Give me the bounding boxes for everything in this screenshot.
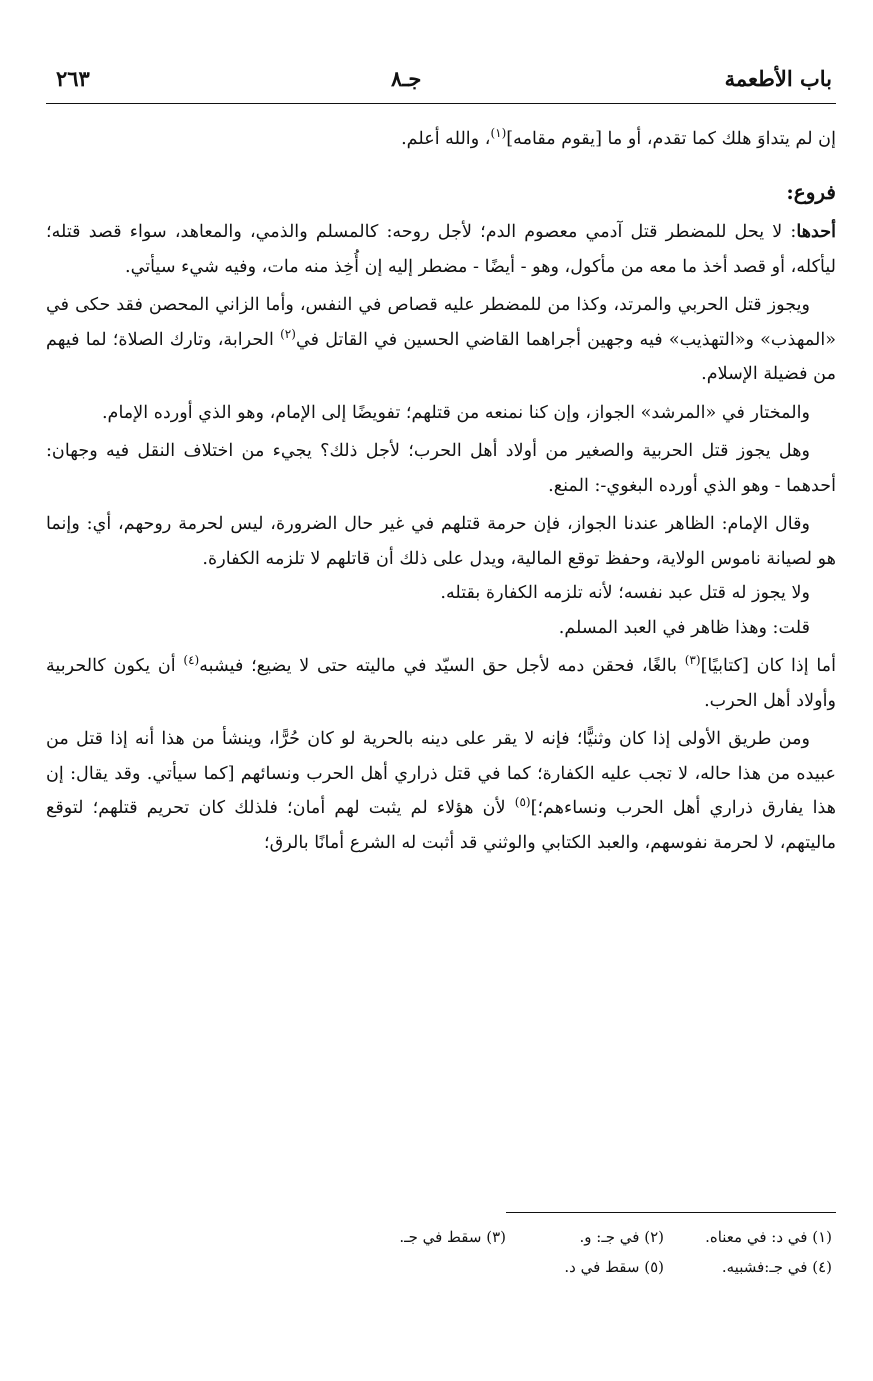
paragraph-qultu: قلت: وهذا ظاهر في العبد المسلم. — [558, 617, 810, 638]
page-number: ٢٦٣ — [56, 66, 90, 91]
footnote-4: (٤) في جـ:فشبيه. — [721, 1258, 832, 1276]
footnote-2: (٢) في جـ: و. — [579, 1228, 664, 1246]
footnote-5: (٥) سقط في د. — [564, 1258, 664, 1276]
footnote-ref-2: (٢) — [280, 326, 296, 341]
footnote-divider — [506, 1212, 836, 1213]
main-text — [46, 122, 836, 860]
footnotes — [46, 1222, 836, 1282]
footnote-3: (٣) سقط في جـ. — [399, 1228, 506, 1246]
chapter-title: باب الأطعمة — [724, 66, 832, 91]
paragraph-first-branch: أحدها: لا يحل للمضطر قتل آدمي معصوم الدم؛ لأجل روحه: كالمسلم والذمي، والمعاهد، سواء قصد قتله؛ ليأكله، أو قصد أخذ ما معه من مأكول، وهو - أيضًا - مضطر إليه إن أُخِذ منه مات، وفيه شيء سيأتي. — [46, 221, 836, 277]
paragraph-imam: وقال الإمام: الظاهر عندنا الجواز، فإن حرمة قتلهم في غير حال الضرورة، ليس لحرمة روحهم، أي: وإنما هو لصيانة ناموس الولاية، وحفظ توقع المالية، ويدل على ذلك أن قاتلهم لا تلزمه الكفارة. — [46, 514, 836, 569]
footnote-ref-5: (٥) — [514, 795, 531, 809]
footnote-ref-4: (٤) — [183, 653, 200, 667]
paragraph-wathani: ومن طريق الأولى إذا كان وثنيًّا؛ فإنه لا يقر على دينه بالحرية لو كان حُرًّا، وينشأ من هذا أنه إذا قتل من عبيده من هذا حاله، لا تجب عليه الكفارة؛ كما في قتل ذراري أهل الحرب ونسائهم [كما سيأتي. وقد يقال: إن هذا يفارق ذراري أهل الحرب ونساءهم؛]$^{(٥)}$ لأن هؤلاء لم يثبت لهم أمان؛ فلذلك كان تحريم قتلهم؛ لتوقع ماليتهم، لا لحرمة نفوسهم، والعبد الكتابي والوثني قد أثبت له الشرع أمانًا بالرق؛ — [46, 729, 836, 853]
footnote-ref-1: (١) — [490, 126, 507, 140]
branch-lead-word: أحدها — [796, 221, 836, 242]
book-page — [46, 0, 836, 1381]
footnote-row — [46, 1252, 836, 1282]
paragraph-intro: إن لم يتداوَ هلك كما تقدم، أو ما [يقوم مقامه]$^{(١)}$، والله أعلم. — [401, 126, 836, 149]
footnote-1: (١) في د: في معناه. — [705, 1228, 832, 1246]
page-header — [46, 60, 836, 102]
paragraph-kitabi: أما إذا كان [كتابيًا]$^{(٣)}$ بالغًا، فحقن دمه لأجل حق السيّد في ماليته حتى لا يضيع؛ فيشبه$^{(٤)}$ أن يكون كالحربية وأولاد أهل الحرب. — [46, 653, 836, 711]
volume-label: جـ٨ — [391, 66, 422, 91]
footnote-row — [46, 1222, 836, 1252]
paragraph-harbiyya: وهل يجوز قتل الحربية والصغير من أولاد أهل الحرب؛ لأجل ذلك؟ يجيء من اختلاف النقل فيه وجهان: أحدهما - وهو الذي أورده البغوي-: المنع. — [46, 441, 836, 496]
footnote-ref-3: (٣) — [684, 653, 701, 667]
header-divider — [46, 103, 836, 104]
paragraph-own-slave: ولا يجوز له قتل عبد نفسه؛ لأنه تلزمه الكفارة بقتله. — [440, 583, 810, 603]
paragraph-harbi: ويجوز قتل الحربي والمرتد، وكذا من للمضطر عليه قصاص في النفس، وأما الزاني المحصن فقد حكى في «المهذب» و«التهذيب» فيه وجهين أجراهما القاضي الحسين في القاتل في$^{(٢)}$ الحرابة، وتارك الصلاة؛ لما فيهم من فضيلة الإسلام. — [46, 295, 836, 384]
section-heading: فروع: — [786, 179, 836, 204]
paragraph-murshid: والمختار في «المرشد» الجواز، وإن كنا نمنعه من قتلهم؛ تفويضًا إلى الإمام، وهو الذي أورده الإمام. — [101, 402, 810, 423]
